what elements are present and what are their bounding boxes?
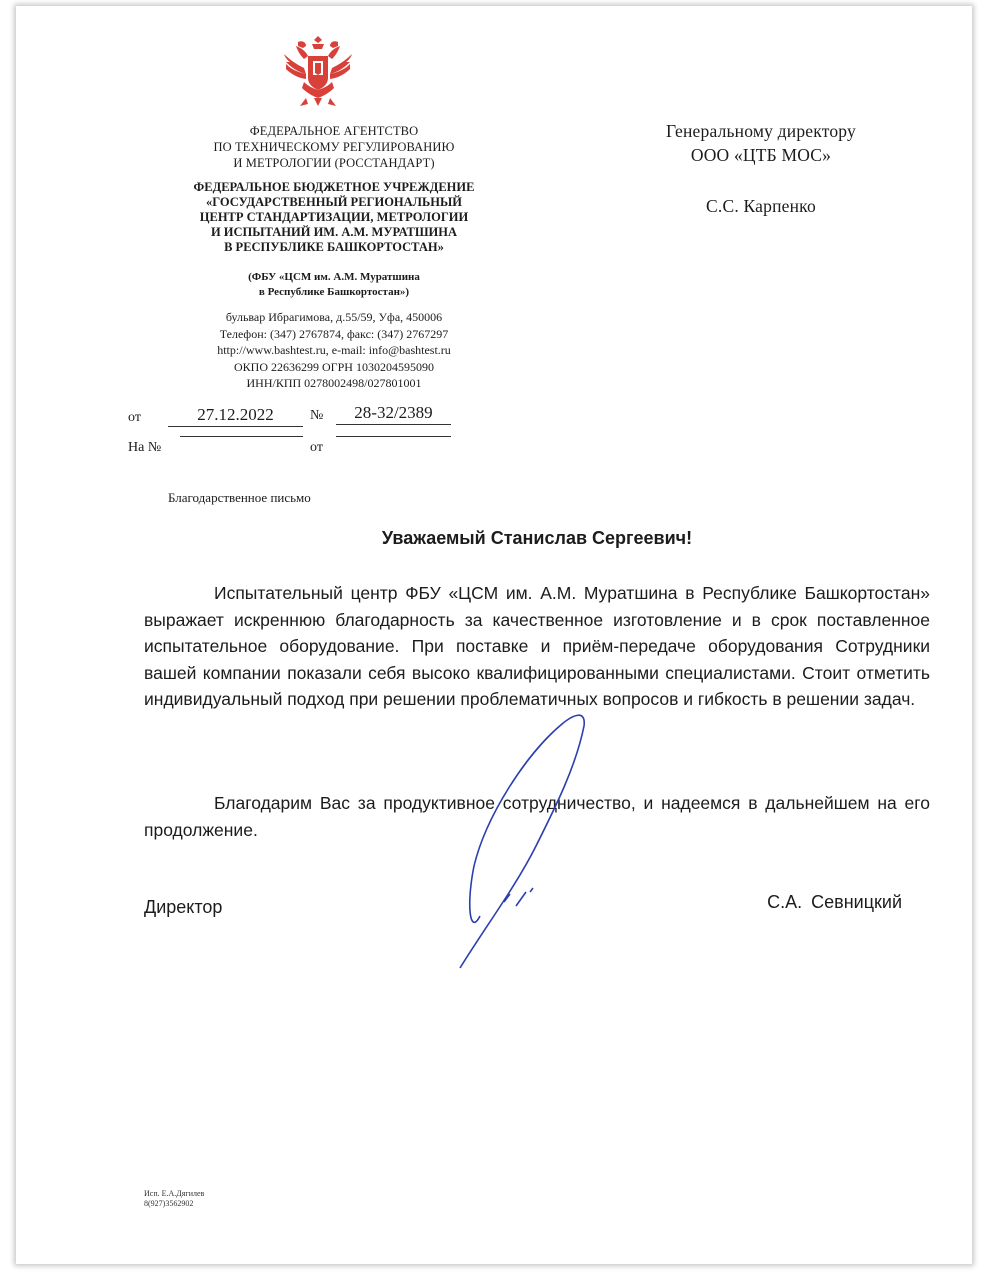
- recipient-company: ООО «ЦТБ МОС»: [690, 145, 832, 165]
- institution-short-name: (ФБУ «ЦСМ им. А.М. Муратшина в Республике Башкортостан»): [248, 271, 420, 298]
- outgoing-number: 28-32/2389: [336, 402, 451, 425]
- web-email: http://www.bashtest.ru, e-mail: info@bashtest.ru: [217, 343, 451, 357]
- body-paragraph: Благодарим Вас за продуктивное сотрудничество, и надеемся в дальнейшем на его продолжение.: [144, 793, 930, 840]
- ref-date: [336, 436, 451, 437]
- signatory-title: Директор: [144, 897, 223, 917]
- document-type: Благодарственное письмо: [168, 490, 311, 505]
- institution-name: ФЕДЕРАЛЬНОЕ БЮДЖЕТНОЕ УЧРЕЖДЕНИЕ «ГОСУДАРСТВЕННЫЙ РЕГИОНАЛЬНЫЙ ЦЕНТР СТАНДАРТИЗАЦИИ, МЕТРОЛОГИИ И ИСПЫТАНИЙ ИМ. А.М. МУРАТШИНА В РЕСПУБЛИКЕ БАШКОРТОСТАН»: [193, 180, 475, 254]
- body-paragraph: Испытательный центр ФБУ «ЦСМ им. А.М. Муратшина в Республике Башкортостан» выражает искреннюю благодарность за качественное изготовление и в срок поставленное испытательное оборудование. При поставке и приём-передаче оборудования Сотрудники вашей компании показали себя высоко квалифицированными специалистами. Стоит отметить индивидуальный подход при решении проблематичных вопросов и гибкость в решении задач.: [144, 583, 930, 709]
- okpo-ogrn: ОКПО 22636299 ОГРН 1030204595090: [234, 359, 434, 374]
- double-headed-eagle-icon: [282, 32, 354, 112]
- recipient-block: [626, 119, 896, 218]
- phone-fax: Телефон: (347) 2767874, факс: (347) 2767297: [219, 326, 449, 341]
- executor-info: [144, 1189, 204, 1209]
- executor-name: Исп. Е.А.Дягилев: [144, 1189, 205, 1198]
- ref-date-label: от: [310, 440, 323, 455]
- executor-phone: 8(927)3562902: [144, 1199, 194, 1208]
- number-label: №: [310, 408, 324, 423]
- letter-page: [16, 6, 972, 1264]
- inn-kpp: ИНН/КПП 0278002498/027801001: [246, 376, 422, 390]
- greeting: Уважаемый Станислав Сергеевич!: [381, 528, 693, 548]
- signatory-name: С.А. Севницкий: [767, 892, 902, 912]
- recipient-name: С.С. Карпенко: [706, 196, 816, 216]
- address: бульвар Ибрагимова, д.55/59, Уфа, 450006: [225, 310, 443, 324]
- institution-contacts: [144, 309, 524, 392]
- outgoing-date: 27.12.2022: [168, 404, 303, 427]
- date-label: от: [128, 410, 141, 425]
- agency-name: ФЕДЕРАЛЬНОЕ АГЕНТСТВО ПО ТЕХНИЧЕСКОМУ РЕГУЛИРОВАНИЮ И МЕТРОЛОГИИ (РОССТАНДАРТ): [213, 124, 455, 170]
- recipient-position: Генеральному директору: [666, 121, 856, 141]
- ref-number-label: На №: [128, 440, 162, 455]
- ref-number: [180, 436, 303, 437]
